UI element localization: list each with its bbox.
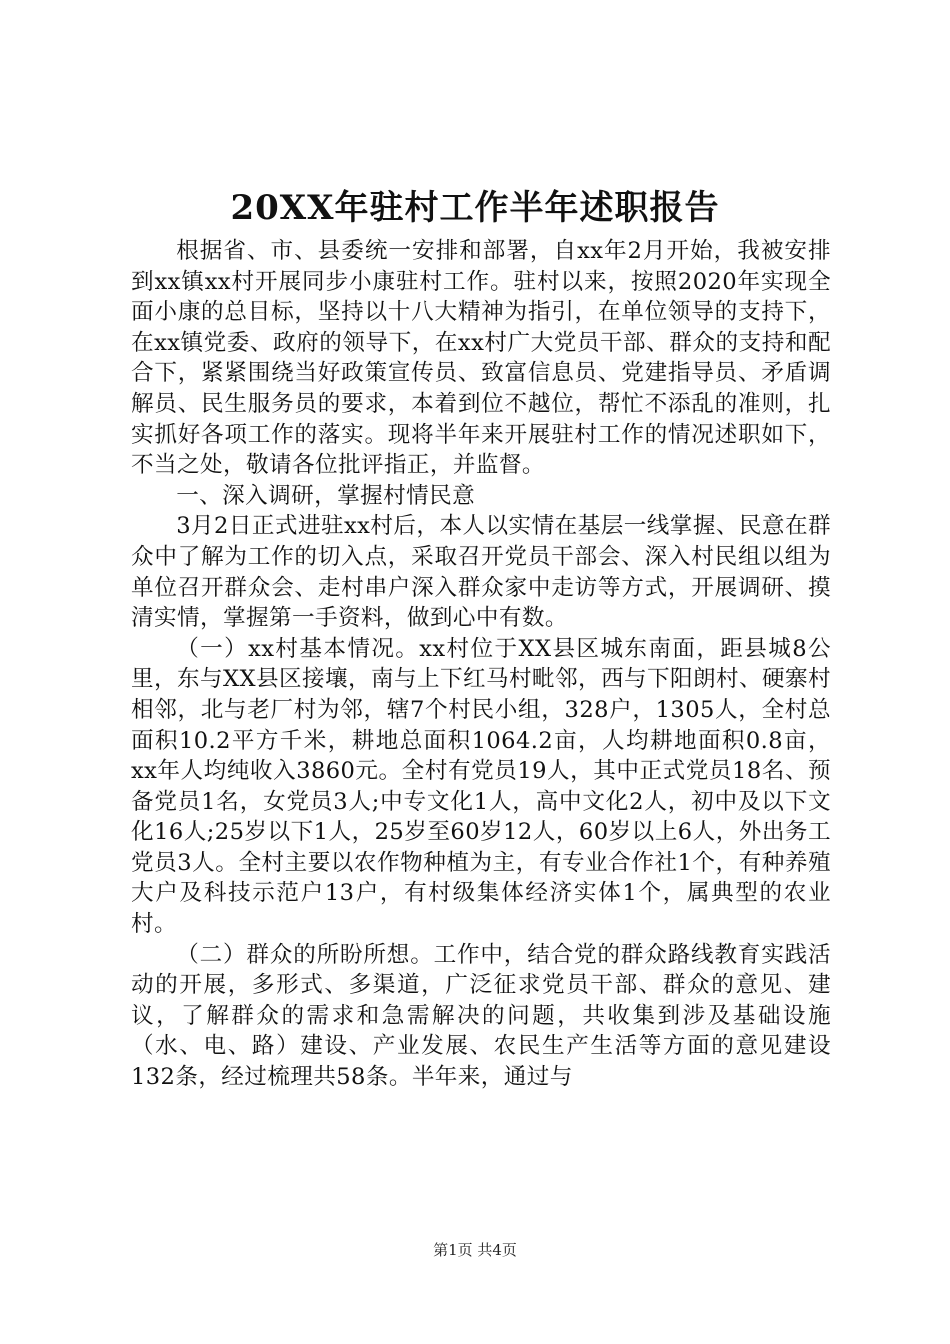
paragraph-public-needs: （二）群众的所盼所想。工作中，结合党的群众路线教育实践活动的开展，多形式、多渠道，广泛征求党员干部、群众的意见、建议，了解群众的需求和急需解决的问题，共收集到涉及基础设施（水、电、路）建设、产业发展、农民生产生活等方面的意见建设132条，经过梳理共58条。半年来，通过与: [131, 941, 831, 1091]
paragraph-village-basic-info: （一）xx村基本情况。xx村位于XX县区城东南面，距县城8公里，东与XX县区接壤，南与上下红马村毗邻，西与下阳朗村、硬寨村相邻，北与老厂村为邻，辖7个村民小组，328户，1305人，全村总面积10.2平方千米，耕地总面积1064.2亩，人均耕地面积0.8亩，xx年人均纯收入3860元。全村有党员19人，其中正式党员18名、预备党员1名，女党员3人;中专文化1人，高中文化2人，初中及以下文化16人;25岁以下1人，25岁至60岁12人，60岁以上6人，外出务工党员3人。全村主要以农作物种植为主，有专业合作社1个，有种养殖大户及科技示范户13户，有村级集体经济实体1个，属典型的农业村。: [131, 635, 831, 938]
document-body: [131, 236, 831, 1093]
paragraph-intro: 根据省、市、县委统一安排和部署，自xx年2月开始，我被安排到xx镇xx村开展同步小康驻村工作。驻村以来，按照2020年实现全面小康的总目标，坚持以十八大精神为指引，在单位领导的支持下，在xx镇党委、政府的领导下，在xx村广大党员干部、群众的支持和配合下，紧紧围绕当好政策宣传员、致富信息员、党建指导员、矛盾调解员、民生服务员的要求，本着到位不越位，帮忙不添乱的准则，扎实抓好各项工作的落实。现将半年来开展驻村工作的情况述职如下，不当之处，敬请各位批评指正，并监督。: [131, 238, 831, 479]
page-footer: 第1页 共4页: [433, 1241, 517, 1259]
section-heading-1: 一、深入调研，掌握村情民意: [176, 482, 476, 509]
document-title: 20XX年驻村工作半年述职报告: [230, 188, 720, 228]
paragraph-research: 3月2日正式进驻xx村后，本人以实情在基层一线掌握、民意在群众中了解为工作的切入点，采取召开党员干部会、深入村民组以组为单位召开群众会、走村串户深入群众家中走访等方式，开展调研、摸清实情，掌握第一手资料，做到心中有数。: [131, 513, 831, 632]
